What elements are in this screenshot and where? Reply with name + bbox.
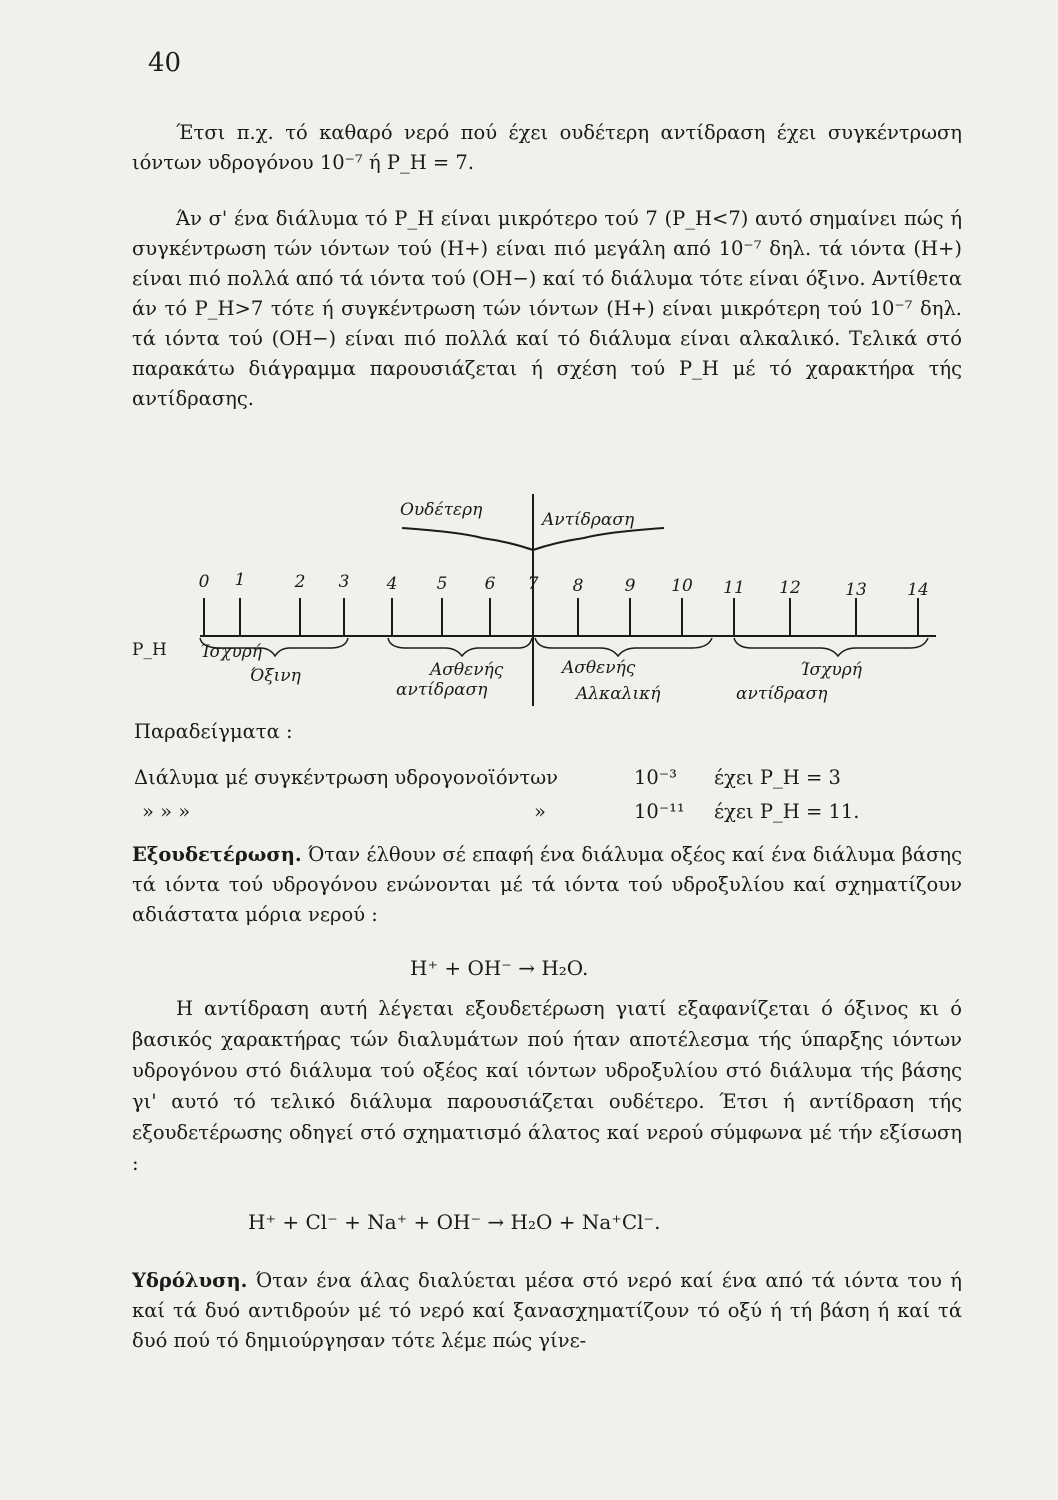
scale-number: 4 xyxy=(386,574,398,594)
label-alkaline: Αλκαλική xyxy=(576,684,661,704)
label-strong-acid: Ίσχυρή xyxy=(200,642,262,662)
paragraph-neutralization-detail xyxy=(132,993,962,1179)
scale-number: 3 xyxy=(338,572,350,592)
label-weak-acid: Ασθενής xyxy=(430,660,504,680)
scale-number: 5 xyxy=(436,574,448,594)
neutralization-detail-text: Η αντίδραση αυτή λέγεται εξουδετέρωση γιατί εξαφανίζεται ό όξινος κι ό βασικός χαρακτήρας τών διαλυμάτων πού ήταν αποτέλεσμα τής ύπαρξης ιόντων υδρογόνου στό διάλυμα τού οξέος καί ιόντων υδροξυλίου στό διάλυμα τής βάσης γι' αυτό τό τελικό διάλυμα παρουσιάζεται ουδέτερο. Έτσι ή αντίδραση τής εξουδετέρωσης οδηγεί στό σχηματισμό άλατος καί νερού σύμφωνα μέ τήν εξίσωση : xyxy=(132,997,962,1175)
scale-number: 0 xyxy=(198,572,210,592)
label-ph: P_H xyxy=(132,640,167,660)
scale-number: 1 xyxy=(234,570,246,590)
label-weak-alkaline: Ασθενής xyxy=(562,658,636,678)
brace-strong-alkaline xyxy=(734,638,928,656)
label-reaction: Αντίδραση xyxy=(542,510,635,530)
label-reaction-left: αντίδραση xyxy=(396,680,488,700)
scale-number: 13 xyxy=(845,580,867,600)
example-2-result: έχει P_H = 11. xyxy=(714,800,860,823)
scale-number: 14 xyxy=(907,580,929,600)
example-2-ditto: » » » xyxy=(142,800,191,823)
scale-number: 10 xyxy=(671,576,693,596)
neutralization-text: Όταν έλθουν σέ επαφή ένα διάλυμα οξέος καί ένα διάλυμα βάσης τά ιόντα τού υδρογόνου ενώνονται μέ τά ιόντα τού υδροξυλίου καί σχηματίζουν αδιάστατα μόρια νερού : xyxy=(132,843,963,926)
scale-number: 9 xyxy=(624,576,636,596)
paragraph-intro xyxy=(132,118,962,178)
paragraph-ph-explanation xyxy=(132,204,962,414)
scale-number: 6 xyxy=(484,574,496,594)
example-1-text: Διάλυμα μέ συγκέντρωση υδρογονοϊόντων xyxy=(134,766,559,789)
label-strong-alkaline: Ίσχυρή xyxy=(800,660,862,680)
hydrolysis-title: Υδρόλυση. xyxy=(132,1269,248,1292)
page-number: 40 xyxy=(148,48,182,78)
section-hydrolysis xyxy=(132,1266,962,1356)
example-1-power: 10⁻³ xyxy=(634,766,677,789)
brace-weak-acid xyxy=(388,638,532,656)
equation-salt-formation: H⁺ + Cl⁻ + Na⁺ + OH⁻ → H₂O + Na⁺Cl⁻. xyxy=(248,1210,661,1234)
hydrolysis-text: Όταν ένα άλας διαλύεται μέσα στό νερό καί ένα από τά ιόντα του ή καί τά δυό αντιδρούν μέ τό νερό καί ξανασχηματίζουν τό οξύ ή τή βάση ή καί τά δυό πού τό δημιούργησαν τότε λέμε πώς γίνε- xyxy=(132,1269,962,1352)
example-row-1 xyxy=(134,766,964,796)
brace-weak-alkaline xyxy=(535,638,712,656)
examples-heading: Παραδείγματα : xyxy=(134,720,293,743)
example-2-power: 10⁻¹¹ xyxy=(634,800,685,823)
scale-number: 8 xyxy=(572,576,584,596)
scale-number: 12 xyxy=(779,578,801,598)
example-1-result: έχει P_H = 3 xyxy=(714,766,841,789)
label-neutral: Ουδέτερη xyxy=(400,500,483,520)
label-acid: Όξινη xyxy=(250,666,301,686)
scale-number: 7 xyxy=(527,574,539,594)
paragraph-intro-text: Έτσι π.χ. τό καθαρό νερό πού έχει ουδέτερη αντίδραση έχει συγκέντρωση ιόντων υδρογόνου 10⁻⁷ ή P_H = 7. xyxy=(132,121,962,174)
paragraph-ph-text: Άν σ' ένα διάλυμα τό P_H είναι μικρότερο τού 7 (P_H<7) αυτό σημαίνει πώς ή συγκέντρωση τών ιόντων τού (H+) είναι πιό μεγάλη από 10⁻⁷ δηλ. τά ιόντα (H+) είναι πιό πολλά από τά ιόντα τού (OH−) καί τό διάλυμα τότε είναι όξινο. Αντίθετα άν τό P_H>7 τότε ή συγκέντρωση τών ιόντων (H+) είναι μικρότερη τού 10⁻⁷ δηλ. τά ιόντα τού (OH−) είναι πιό πολλά καί τό διάλυμα είναι αλκαλικό. Τελικά στό παρακάτω διάγραμμα παρουσιάζεται ή σχέση τού P_H μέ τό χαρακτήρα τής αντίδρασης. xyxy=(132,207,962,410)
example-2-ditto-end: » xyxy=(534,800,546,823)
label-reaction-right: αντίδραση xyxy=(736,684,828,704)
equation-neutralization: H⁺ + OH⁻ → H₂O. xyxy=(410,956,589,980)
neutralization-title: Εξουδετέρωση. xyxy=(132,843,302,866)
scale-number: 2 xyxy=(294,572,306,592)
example-row-2 xyxy=(134,800,964,830)
scale-number: 11 xyxy=(723,578,745,598)
ph-scale-diagram xyxy=(130,488,960,718)
scale-ticks xyxy=(204,598,918,636)
section-neutralization xyxy=(132,840,962,930)
